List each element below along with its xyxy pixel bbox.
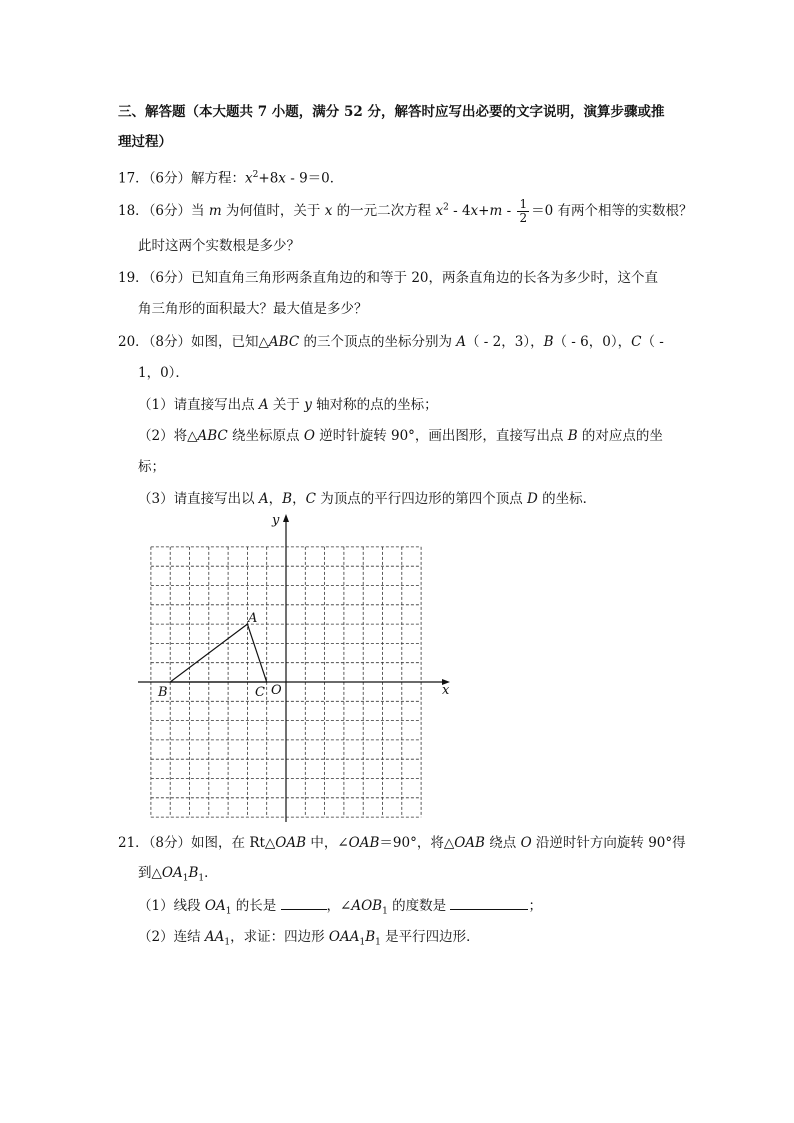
q18-m2: m (489, 203, 503, 219)
q20-p3D: D (527, 491, 538, 507)
section-title-cont: 理过程） (118, 134, 172, 150)
q21-p2e: B (365, 929, 376, 945)
q20-p2d: 的对应点的坐 (577, 428, 663, 444)
answer-blank-2[interactable] (450, 896, 528, 910)
coordinate-grid-figure (138, 510, 458, 826)
q21-p2a: （2）连结 (138, 929, 205, 945)
q20-t1: 如图，已知△ (191, 334, 269, 350)
q21-p1f: 的度数是 (387, 898, 451, 914)
q20-C: C (631, 334, 642, 350)
question-21 (118, 834, 686, 852)
q18-t5: + (478, 203, 490, 219)
q21-oab2: OAB (348, 835, 380, 851)
q20-p3b: ， (268, 491, 283, 507)
q21-p2b: AA (204, 929, 225, 945)
q21-part1 (138, 896, 542, 921)
q18-sq: 2 (443, 202, 449, 213)
q19-line1: 已知直角三角形两条直角边的和等于 20，两条直角边的长各为多少时，这个直 (191, 270, 658, 286)
q17-sq: 2 (252, 170, 259, 180)
q21-p1c: 的长是 (231, 898, 281, 914)
q20-p3B: B (282, 491, 293, 507)
q21-t4: 绕点 (484, 835, 521, 851)
q20-p2c: 逆时针旋转 90°，画出图形，直接写出点 (314, 428, 568, 444)
q20-p3e: 的坐标． (537, 491, 597, 507)
q21-number: 21． (118, 835, 149, 851)
q20-score: （8分） (148, 334, 192, 350)
point-label-A: A (248, 611, 258, 626)
q21-l2d: ． (204, 865, 218, 881)
q19-score: （6分） (148, 270, 192, 286)
q18-x2: x (435, 203, 444, 219)
question-20 (118, 333, 664, 351)
q21-t3: ＝90°，将△ (379, 835, 455, 851)
q21-score: （8分） (148, 835, 192, 851)
q20-Bcoord: （ - 6，0）， (553, 334, 632, 350)
question-18 (118, 198, 692, 225)
section-title: 三、解答题（本大题共 7 小题，满分 52 分，解答时应写出必要的文字说明，演算步骤或推 (118, 104, 665, 120)
q20-p2a: （2）将△ (138, 428, 198, 444)
q20-B: B (543, 334, 554, 350)
q18-t4: - 4 (448, 203, 471, 219)
question-17 (118, 166, 343, 188)
q20-p3c: ， (292, 491, 306, 507)
q21-p1e: AOB (351, 898, 383, 914)
q21-l2a: 到△ (138, 865, 162, 881)
answer-blank-1[interactable] (281, 896, 327, 910)
q20-number: 20． (118, 334, 149, 350)
q20-part3 (138, 490, 596, 508)
q21-p1s: 1 (225, 906, 232, 917)
q21-p2s3: 1 (375, 937, 381, 948)
q17-text: 解方程： (191, 170, 246, 187)
q21-l2b: OA (161, 865, 183, 881)
y-axis-label: y (272, 513, 280, 528)
q20-part1 (138, 396, 438, 414)
point-label-B: B (158, 685, 168, 700)
q21-p1b: OA (204, 898, 226, 914)
q21-l2s1: 1 (182, 873, 189, 884)
q17-rest1: +8 (258, 170, 279, 187)
q21-p2s2: 1 (359, 937, 366, 948)
q20-p2O: O (303, 428, 315, 444)
q21-oab: OAB (275, 835, 307, 851)
q21-l2c: B (188, 865, 199, 881)
x-axis-label: x (442, 683, 450, 698)
q20-p1y: y (304, 397, 312, 413)
q17-number: 17． (118, 170, 149, 187)
q18-t1: 当 (191, 203, 209, 219)
q21-p2c: ，求证：四边形 (230, 929, 329, 945)
q17-score: （6分） (148, 170, 192, 187)
q19-line2: 角三角形的面积最大？最大值是多少？ (138, 301, 368, 317)
q20-A: A (456, 334, 467, 350)
q20-p3d: 为顶点的平行四边形的第四个顶点 (315, 491, 527, 507)
q17-x2: x (278, 170, 286, 187)
origin-label-O: O (271, 683, 282, 698)
q18-frac-num: 1 (519, 197, 528, 211)
triangle-abc (170, 624, 267, 682)
q18-x: x (324, 203, 333, 219)
q21-line2 (138, 864, 218, 888)
q21-p2f: 是平行四边形． (380, 929, 480, 945)
q20-p2abc: ABC (197, 428, 228, 444)
q21-t5: 沿逆时针方向旋转 90°得 (531, 835, 686, 851)
q20-p1c: 轴对称的点的坐标； (311, 397, 438, 413)
q21-p1g: ； (528, 898, 542, 914)
q20-p3a: （3）请直接写出以 (138, 491, 259, 507)
q20-p1b: 关于 (268, 397, 305, 413)
question-19 (118, 269, 658, 287)
q20-p1a: （1）请直接写出点 (138, 397, 259, 413)
triangle-abc-outline (170, 624, 267, 682)
q18-fraction (517, 198, 529, 225)
q21-p2d: OAA (328, 929, 360, 945)
q20-p2b: 绕坐标原点 (227, 428, 304, 444)
q20-Ccoord: （ - (641, 334, 664, 350)
q18-t3: 的一元二次方程 (332, 203, 436, 219)
q20-p2B: B (567, 428, 578, 444)
q21-oab3: OAB (454, 835, 485, 851)
q18-line2: 此时这两个实数根是多少？ (138, 238, 300, 254)
q18-t7: ＝0 有两个相等的实数根？ (531, 203, 693, 219)
q20-line2: 1，0）． (138, 365, 189, 381)
q20-part2 (138, 427, 663, 445)
q20-abc: ABC (268, 334, 300, 350)
q18-frac-den: 2 (519, 211, 528, 225)
q18-m: m (208, 203, 222, 219)
q20-p3A: A (258, 491, 269, 507)
q21-p1s2: 1 (382, 906, 388, 917)
q21-l2s2: 1 (198, 873, 205, 884)
q21-p1d: ，∠ (326, 898, 352, 914)
q21-p2s: 1 (224, 937, 231, 948)
q18-number: 18． (118, 203, 149, 219)
q21-t1: 如图，在 Rt△ (191, 835, 276, 851)
q21-t2: 中，∠ (306, 835, 349, 851)
q21-O: O (520, 835, 532, 851)
q20-p3C: C (305, 491, 316, 507)
q17-x: x (245, 170, 253, 187)
y-axis-arrow (283, 514, 289, 522)
q18-t6: - (502, 203, 516, 219)
q20-part2-cont: 标； (138, 459, 165, 475)
q17-rest2: - 9＝0． (285, 170, 344, 187)
q21-p1a: （1）线段 (138, 898, 205, 914)
q18-t2: 为何值时，关于 (221, 203, 325, 219)
q20-p1A: A (258, 397, 269, 413)
point-label-C: C (255, 685, 265, 700)
q20-Acoord: （ - 2，3）， (466, 334, 544, 350)
q19-number: 19． (118, 270, 149, 286)
q21-part2 (138, 928, 480, 952)
q18-x3: x (470, 203, 479, 219)
q20-t2: 的三个顶点的坐标分别为 (299, 334, 457, 350)
q18-score: （6分） (148, 203, 192, 219)
